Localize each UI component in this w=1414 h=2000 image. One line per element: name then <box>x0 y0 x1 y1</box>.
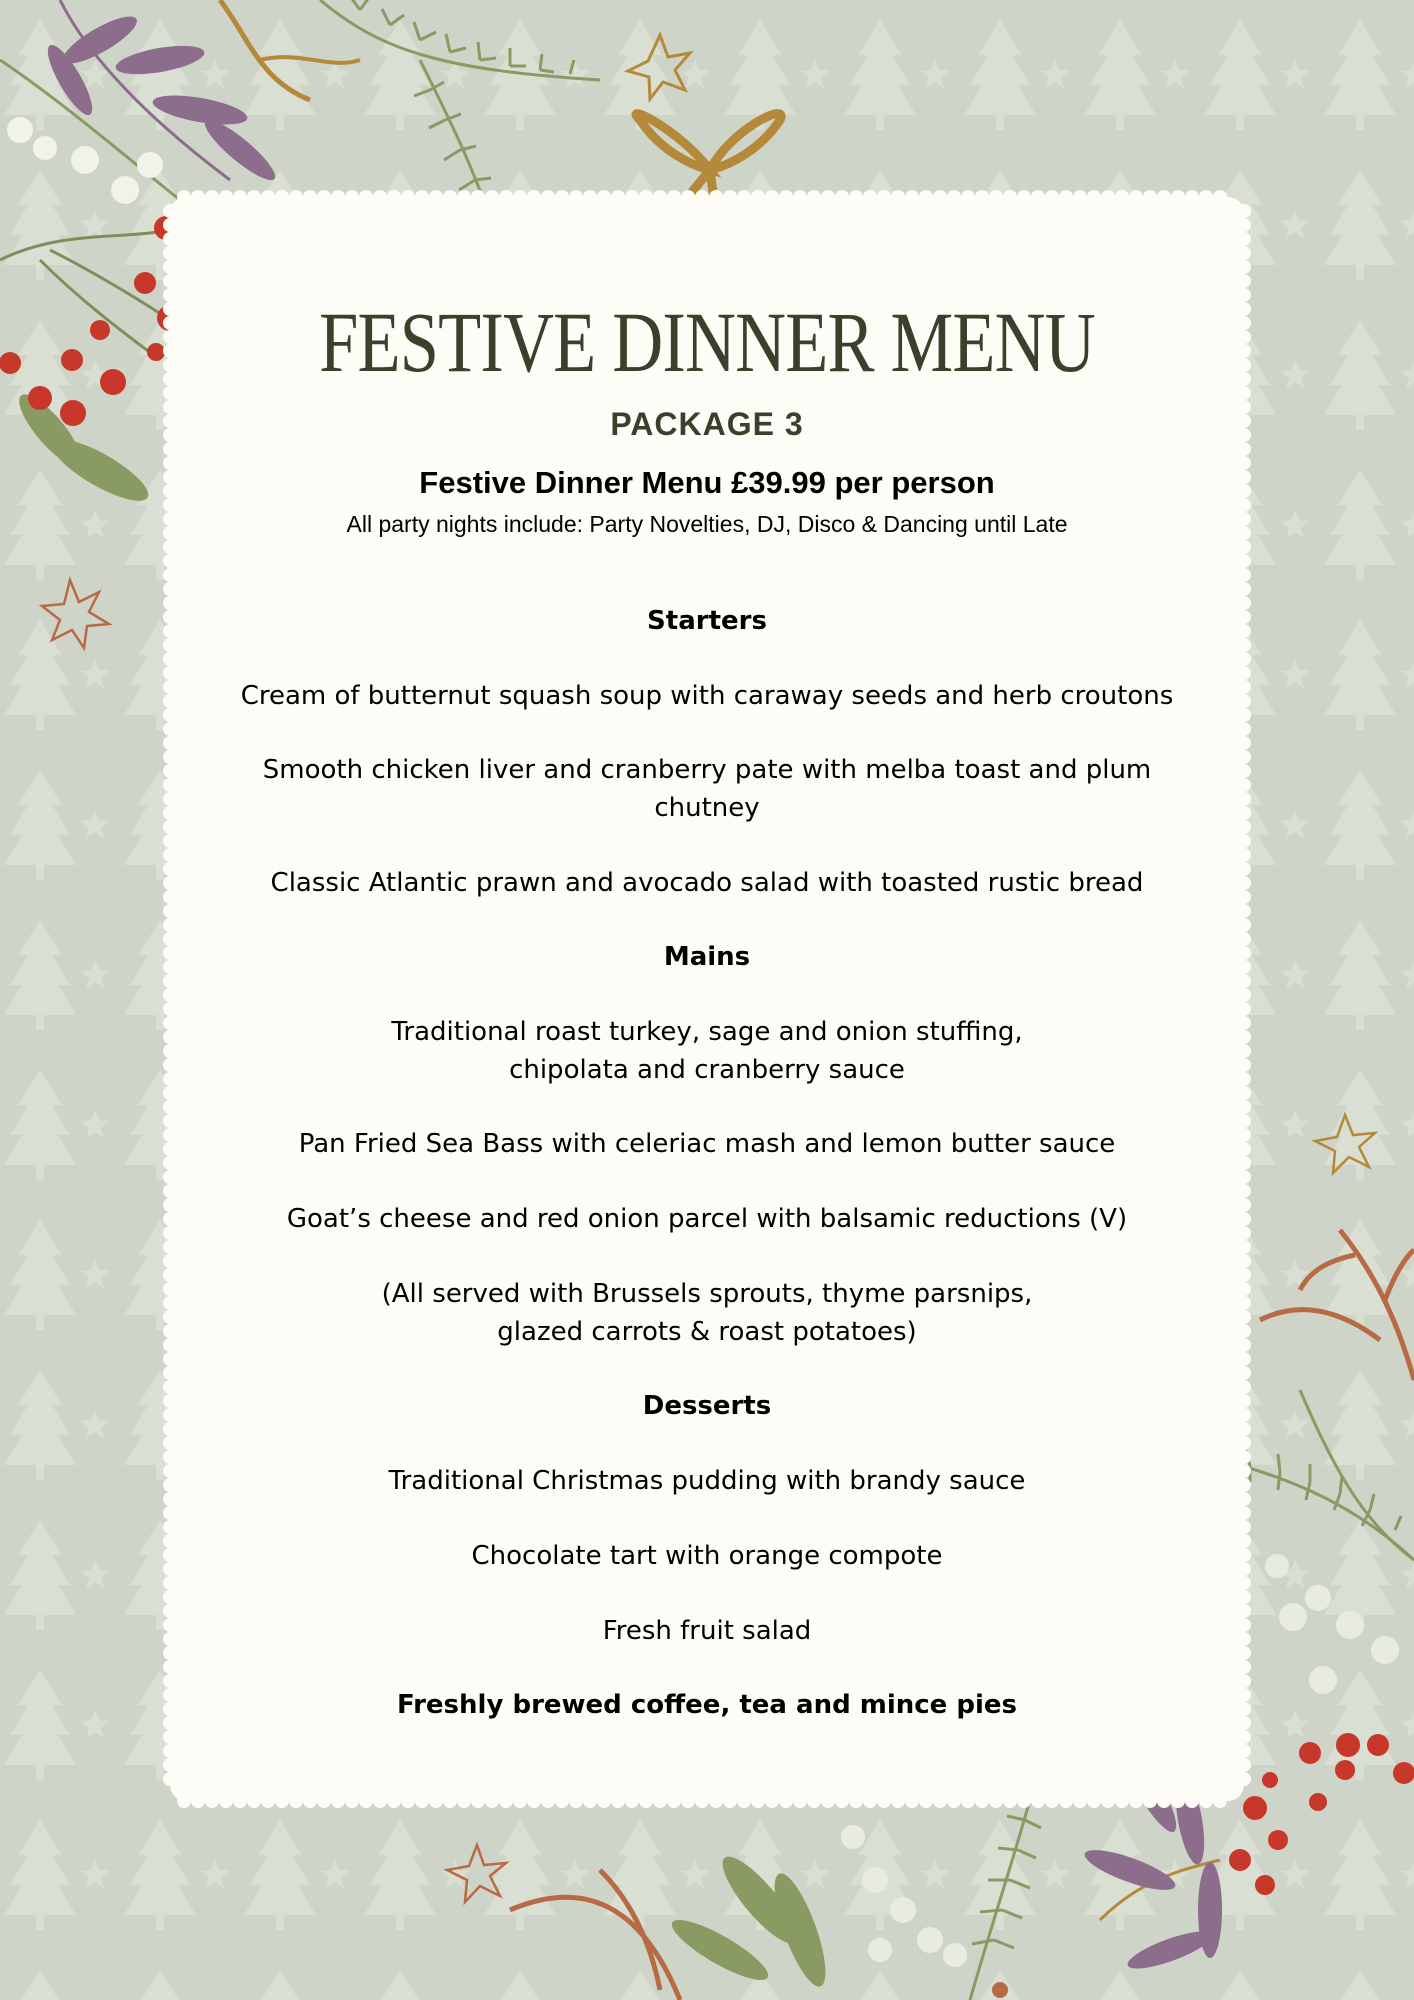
starter-item: Cream of butternut squash soup with caraway seeds and herb croutons <box>240 681 1174 711</box>
starters-heading: Starters <box>647 606 767 636</box>
price-line: Festive Dinner Menu £39.99 per person <box>419 465 995 500</box>
starter-item-continued: chutney <box>654 793 760 823</box>
main-item: Pan Fried Sea Bass with celeriac mash and lemon butter sauce <box>298 1129 1116 1159</box>
includes-line: All party nights include: Party Novelties, DJ, Disco & Dancing until Late <box>346 511 1068 537</box>
dessert-item: Fresh fruit salad <box>602 1616 812 1646</box>
sides-note-continued: glazed carrots & roast potatoes) <box>497 1317 917 1347</box>
starter-item: Classic Atlantic prawn and avocado salad with toasted rustic bread <box>270 868 1144 898</box>
dessert-item: Traditional Christmas pudding with brandy sauce <box>388 1466 1026 1496</box>
menu-title: FESTIVE DINNER MENU <box>319 294 1095 390</box>
main-item: Traditional roast turkey, sage and onion stuffing, <box>391 1017 1023 1047</box>
mains-heading: Mains <box>663 942 751 972</box>
main-item: Goat’s cheese and red onion parcel with balsamic reductions (V) <box>286 1204 1128 1234</box>
sides-note: (All served with Brussels sprouts, thyme parsnips, <box>381 1279 1033 1309</box>
starter-item: Smooth chicken liver and cranberry pate with melba toast and plum <box>262 755 1152 785</box>
package-label: PACKAGE 3 <box>610 406 804 442</box>
main-item-continued: chipolata and cranberry sauce <box>509 1055 905 1085</box>
closing-line: Freshly brewed coffee, tea and mince pies <box>397 1690 1017 1720</box>
desserts-heading: Desserts <box>642 1391 772 1421</box>
dessert-item: Chocolate tart with orange compote <box>471 1541 943 1571</box>
